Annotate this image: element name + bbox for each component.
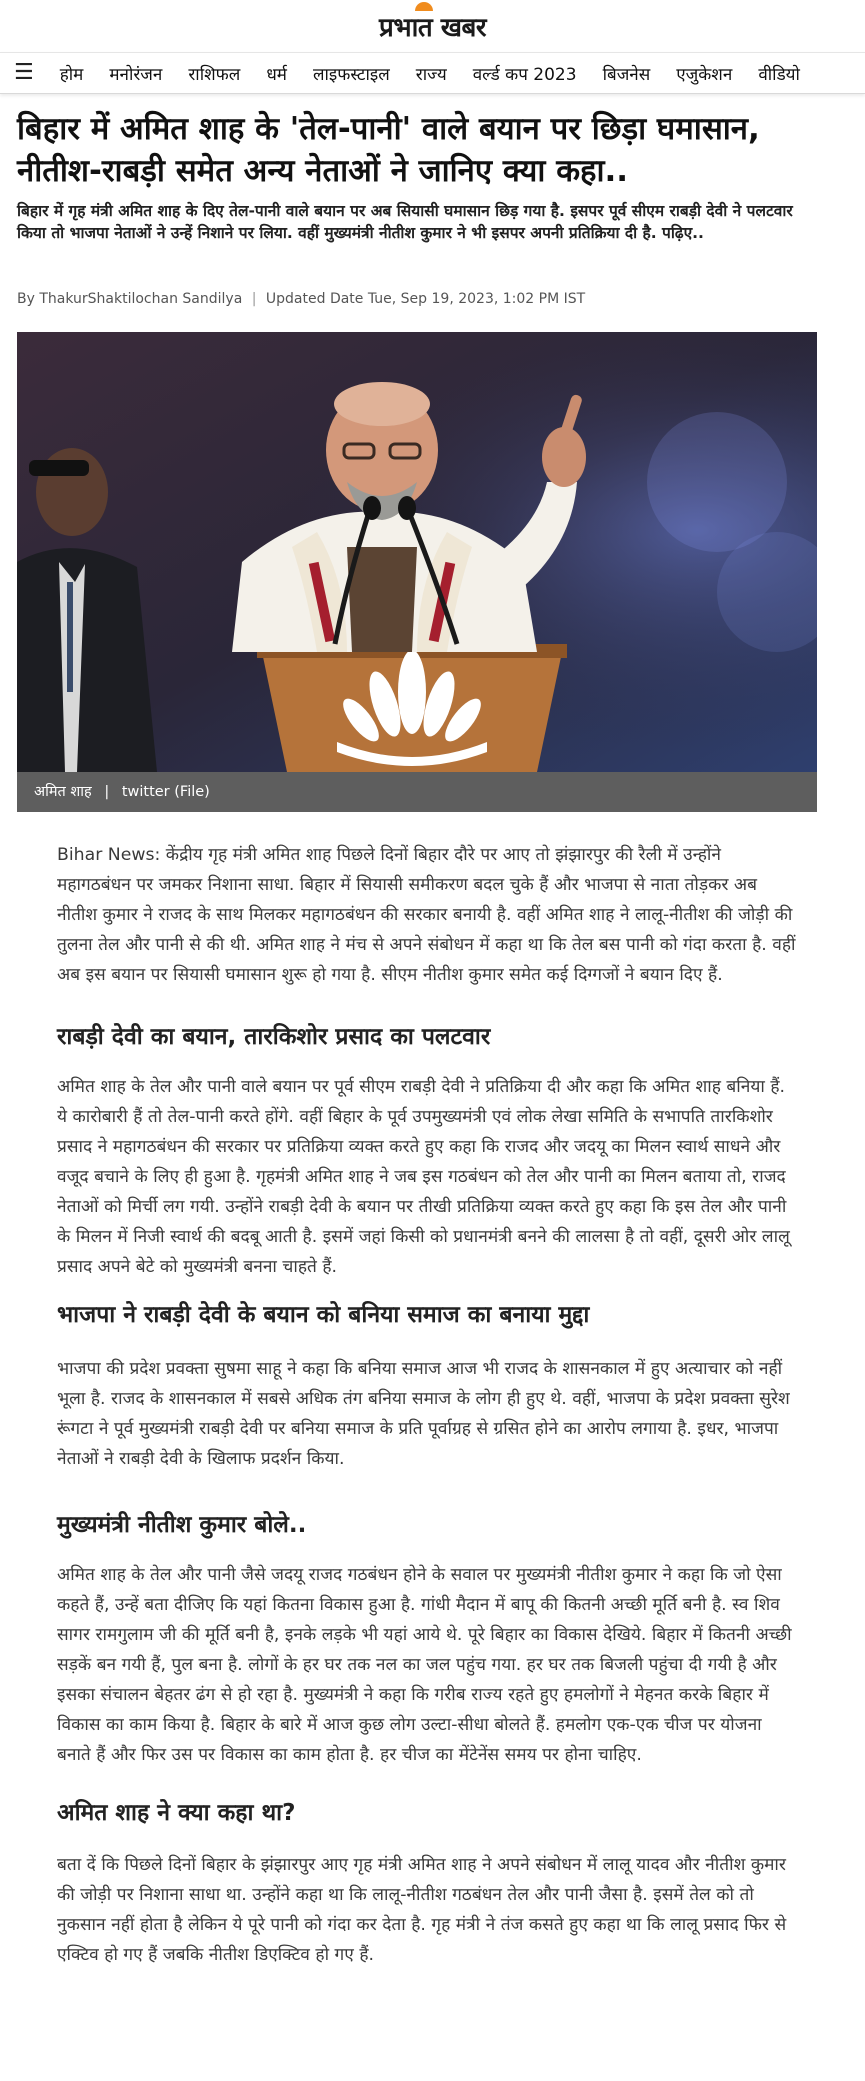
speaker-illustration	[17, 332, 817, 772]
nav-item-entertainment[interactable]: मनोरंजन	[109, 64, 163, 85]
caption-name: अमित शाह	[34, 784, 92, 800]
section-heading-bjp-issue: भाजपा ने राबड़ी देवी के बयान को बनिया समाज का बनाया मुद्दा	[57, 1302, 590, 1328]
nav-item-business[interactable]: बिजनेस	[602, 64, 651, 85]
main-nav	[0, 52, 865, 94]
nav-item-education[interactable]: एजुकेशन	[676, 64, 733, 85]
nav-item-religion[interactable]: धर्म	[266, 64, 287, 85]
article-paragraph-5: बता दें कि पिछले दिनों बिहार के झंझारपुर आए गृह मंत्री अमित शाह ने अपने संबोधन में लालू यादव और नीतीश कुमार की जोड़ी पर निशाना साधा था. उन्होंने कहा था कि लालू-नीतीश गठबंधन तेल और पानी जैसा है. इसमें तेल को तो नुकसान नहीं होता है लेकिन ये पूरे पानी को गंदा कर देता है. गृह मंत्री ने तंज कसते हुए कहा था कि लालू प्रसाद फिर से एक्टिव हो गए हैं जबकि नीतीश डिएक्टिव हो गए हैं.	[57, 1855, 787, 1965]
article-paragraph-2: अमित शाह के तेल और पानी वाले बयान पर पूर्व सीएम राबड़ी देवी ने प्रतिक्रिया दी और कहा कि अमित शाह बनिया हैं. ये कारोबारी हैं तो तेल-पानी करते होंगे. वहीं बिहार के पूर्व उपमुख्यमंत्री एवं लोक लेखा समिति के सभापति तारकिशोर प्रसाद ने महागठबंधन की सरकार पर प्रतिक्रिया व्यक्त करते हुए कहा कि राजद और जदयू का मिलन स्वार्थ साधने और वजूद बचाने के लिए ही हुआ है. गृहमंत्री अमित शाह ने जब इस गठबंधन को तेल और पानी का मिलन बताया तो, राजद नेताओं को मिर्ची लग गयी. उन्होंने राबड़ी देवी के बयान पर तीखी प्रतिक्रिया व्यक्त करते हुए कहा कि इस तेल और पानी के मिलन में निजी स्वार्थ की बदबू आती है. इसमें जहां किसी को प्रधानमंत्री बनने की लालसा है तो वहीं, दूसरी ओर लालू प्रसाद अपने बेटे को मुख्यमंत्री बनना चाहते हैं.	[57, 1077, 790, 1277]
caption-source: twitter (File)	[121, 784, 210, 800]
article-image	[17, 332, 817, 772]
section-heading-amit-shah-said: अमित शाह ने क्या कहा था?	[57, 1800, 296, 1826]
image-caption	[17, 772, 817, 812]
byline-updated-date: Updated Date Tue, Sep 19, 2023, 1:02 PM IST	[265, 291, 586, 307]
nav-item-world-cup[interactable]: वर्ल्ड कप 2023	[472, 64, 577, 85]
byline-separator: |	[251, 291, 257, 307]
article-paragraph-4: अमित शाह के तेल और पानी जैसे जदयू राजद गठबंधन होने के सवाल पर मुख्यमंत्री नीतीश कुमार ने कहा कि जो ऐसा कहते हैं, उन्हें बता दीजिए कि यहां कितना विकास हुआ है. गांधी मैदान में बापू की कितनी अच्छी मूर्ति बनी है. स्व शिव सागर रामगुलाम जी की मूर्ति बनी है, इनके लड़के भी यहां आये थे. पूरे बिहार का विकास देखिये. बिहार में कितनी अच्छी सड़कें बन गयी हैं, पुल बना है. लोगों के हर घर तक नल का जल पहुंच गया. हर घर तक बिजली पहुंचा दी गयी है और इसका संचालन बेहतर ढंग से हो रहा है. मुख्यमंत्री ने कहा कि गरीब राज्य रहते हुए हमलोगों ने मेहनत करके बिहार में विकास का काम किया है. बिहार के बारे में आज कुछ लोग उल्टा-सीधा बोलते हैं. हमलोग एक-एक चीज पर योजना बनाते हैं और फिर उस पर विकास का काम होता है. हर चीज का मेंटेनेंस समय पर होना चाहिए.	[57, 1565, 792, 1765]
sun-icon	[415, 2, 433, 11]
caption-separator: |	[104, 784, 110, 800]
nav-item-lifestyle[interactable]: लाइफस्टाइल	[312, 64, 390, 85]
section-heading-nitish-said: मुख्यमंत्री नीतीश कुमार बोले..	[57, 1512, 307, 1538]
article-summary: बिहार में गृह मंत्री अमित शाह के दिए तेल-पानी वाले बयान पर अब सियासी घमासान छिड़ गया है. इसपर पूर्व सीएम राबड़ी देवी ने पलटवार किया तो भाजपा नेताओं ने उन्हें निशाने पर लिया. वहीं मुख्यमंत्री नीतीश कुमार ने भी इसपर अपनी प्रतिक्रिया दी है. पढ़िए..	[17, 202, 793, 242]
nav-item-video[interactable]: वीडियो	[758, 64, 800, 85]
site-header	[0, 0, 865, 52]
byline-author[interactable]: By ThakurShaktilochan Sandilya	[17, 291, 243, 307]
article-body	[57, 840, 797, 1970]
article-paragraph-1: Bihar News: केंद्रीय गृह मंत्री अमित शाह पिछले दिनों बिहार दौरे पर आए तो झंझारपुर की रैली में उन्होंने महागठबंधन पर जमकर निशाना साधा. बिहार में सियासी समीकरण बदल चुके हैं और भाजपा से नाता तोड़कर अब नीतीश कुमार ने राजद के साथ मिलकर महागठबंधन की सरकार बनायी है. वहीं अमित शाह ने लालू-नीतीश की जोड़ी की तुलना तेल और पानी से की थी. अमित शाह ने मंच से अपने संबोधन में कहा था कि तेल बस पानी को गंदा करता है. वहीं अब इस बयान पर सियासी घमासान शुरू हो गया है. सीएम नीतीश कुमार समेत कई दिग्गजों ने बयान दिए हैं.	[57, 845, 796, 985]
article-headline: बिहार में अमित शाह के 'तेल-पानी' वाले बयान पर छिड़ा घमासान, नीतीश-राबड़ी समेत अन्य नेताओं ने जानिए क्या कहा..	[17, 111, 760, 189]
nav-item-home[interactable]: होम	[59, 64, 84, 85]
article-paragraph-3: भाजपा की प्रदेश प्रवक्ता सुषमा साहू ने कहा कि बनिया समाज आज भी राजद के शासनकाल में हुए अत्याचार को नहीं भूला है. राजद के शासनकाल में सबसे अधिक तंग बनिया समाज के लोग ही हुए थे. वहीं, भाजपा के प्रदेश प्रवक्ता सुरेश रूंगटा ने पूर्व मुख्यमंत्री राबड़ी देवी पर बनिया समाज के प्रति पूर्वाग्रह से ग्रसित होने का आरोप लगाया है. इधर, भाजपा नेताओं ने राबड़ी देवी के खिलाफ प्रदर्शन किया.	[57, 1359, 790, 1469]
nav-item-horoscope[interactable]: राशिफल	[188, 64, 241, 85]
hamburger-menu-icon[interactable]: ☰	[14, 60, 34, 85]
site-logo[interactable]	[379, 8, 486, 44]
nav-item-state[interactable]: राज्य	[415, 64, 447, 85]
article-byline	[17, 290, 817, 308]
logo-text: प्रभात खबर	[379, 13, 486, 43]
section-heading-rabri-statement: राबड़ी देवी का बयान, तारकिशोर प्रसाद का पलटवार	[57, 1024, 491, 1050]
